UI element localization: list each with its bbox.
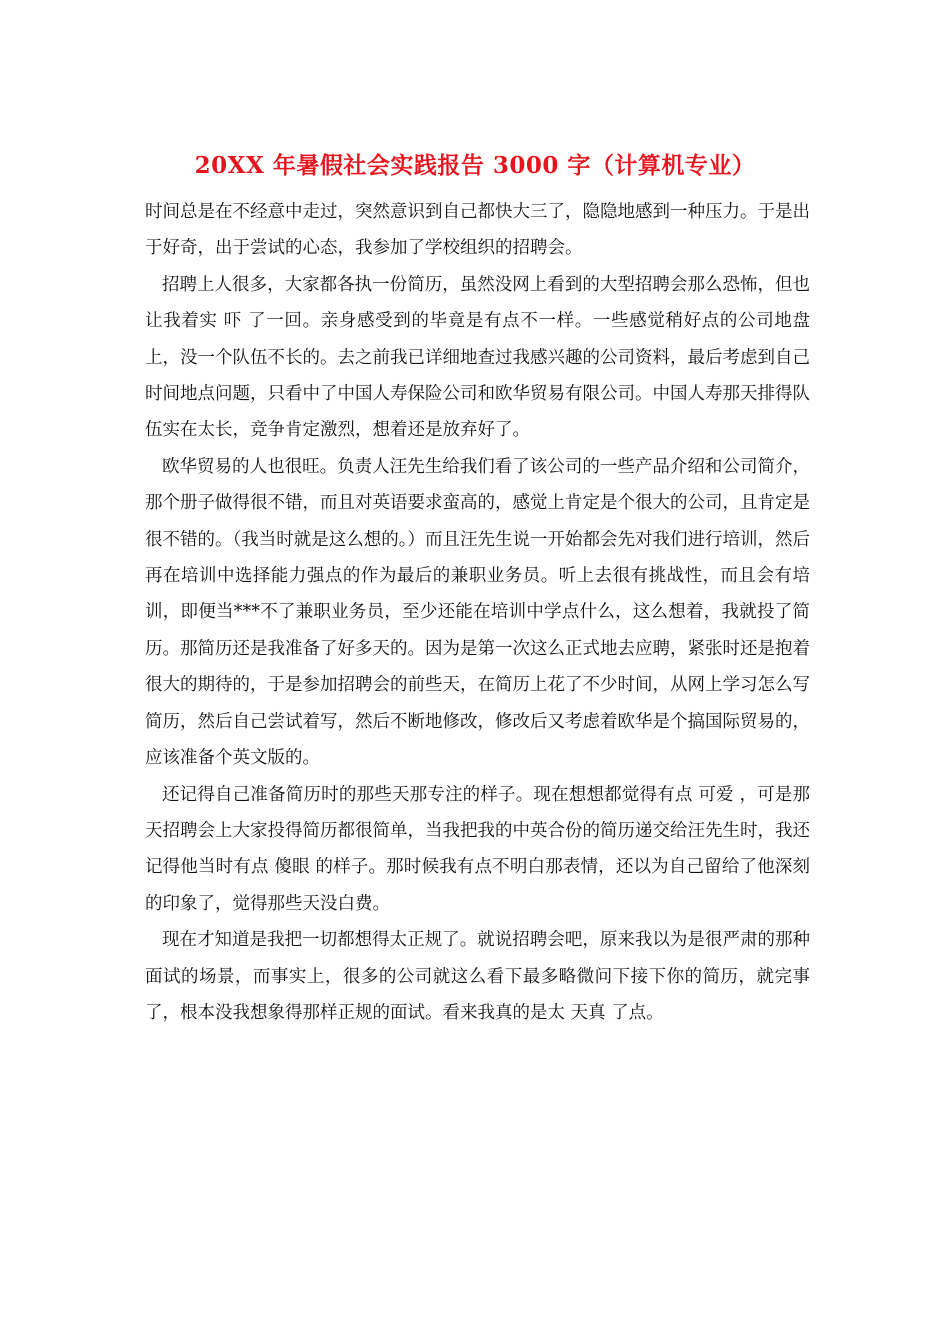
paragraph-5: 现在才知道是我把一切都想得太正规了。就说招聘会吧，原来我以为是很严肃的那种面试的场景，而事实上，很多的公司就这么看下最多略微问下接下你的简历，就完事了，根本没我想象得那样正规的面试。看来我真的是太 天真 了点。 — [145, 930, 810, 1023]
document-title: 20XX 年暑假社会实践报告 3000 字（计算机专业） — [194, 152, 756, 179]
document-body — [145, 194, 810, 1031]
paragraph-4: 还记得自己准备简历时的那些天那专注的样子。现在想想都觉得有点 可爱 ，可是那天招聘会上大家投得简历都很简单，当我把我的中英合份的简历递交给汪先生时，我还记得他当时有点 傻眼 的样子。那时候我有点不明白那表情，还以为自己留给了他深刻的印象了，觉得那些天没白费。 — [145, 784, 810, 914]
paragraph-2: 招聘上人很多，大家都各执一份简历，虽然没网上看到的大型招聘会那么恐怖，但也让我着实 吓 了一回。亲身感受到的毕竟是有点不一样。一些感觉稍好点的公司地盘上，没一个队伍不长的。去之前我已详细地查过我感兴趣的公司资料，最后考虑到自己时间地点问题，只看中了中国人寿保险公司和欧华贸易有限公司。中国人寿那天排得队伍实在太长，竞争肯定激烈，想着还是放弃好了。 — [145, 274, 810, 441]
paragraph-1: 时间总是在不经意中走过，突然意识到自己都快大三了，隐隐地感到一种压力。于是出于好奇，出于尝试的心态，我参加了学校组织的招聘会。 — [145, 202, 810, 259]
paragraph-3: 欧华贸易的人也很旺。负责人汪先生给我们看了该公司的一些产品介绍和公司简介，那个册子做得很不错，而且对英语要求蛮高的，感觉上肯定是个很大的公司，且肯定是很不错的。（我当时就是这么想的。）而且汪先生说一开始都会先对我们进行培训，然后再在培训中选择能力强点的作为最后的兼职业务员。听上去很有挑战性，而且会有培训，即便当***不了兼职业务员，至少还能在培训中学点什么，这么想着，我就投了简历。那简历还是我准备了好多天的。因为是第一次这么正式地去应聘，紧张时还是抱着很大的期待的，于是参加招聘会的前些天，在简历上花了不少时间，从网上学习怎么写简历，然后自己尝试着写，然后不断地修改，修改后又考虑着欧华是个搞国际贸易的，应该准备个英文版的。 — [145, 456, 810, 769]
